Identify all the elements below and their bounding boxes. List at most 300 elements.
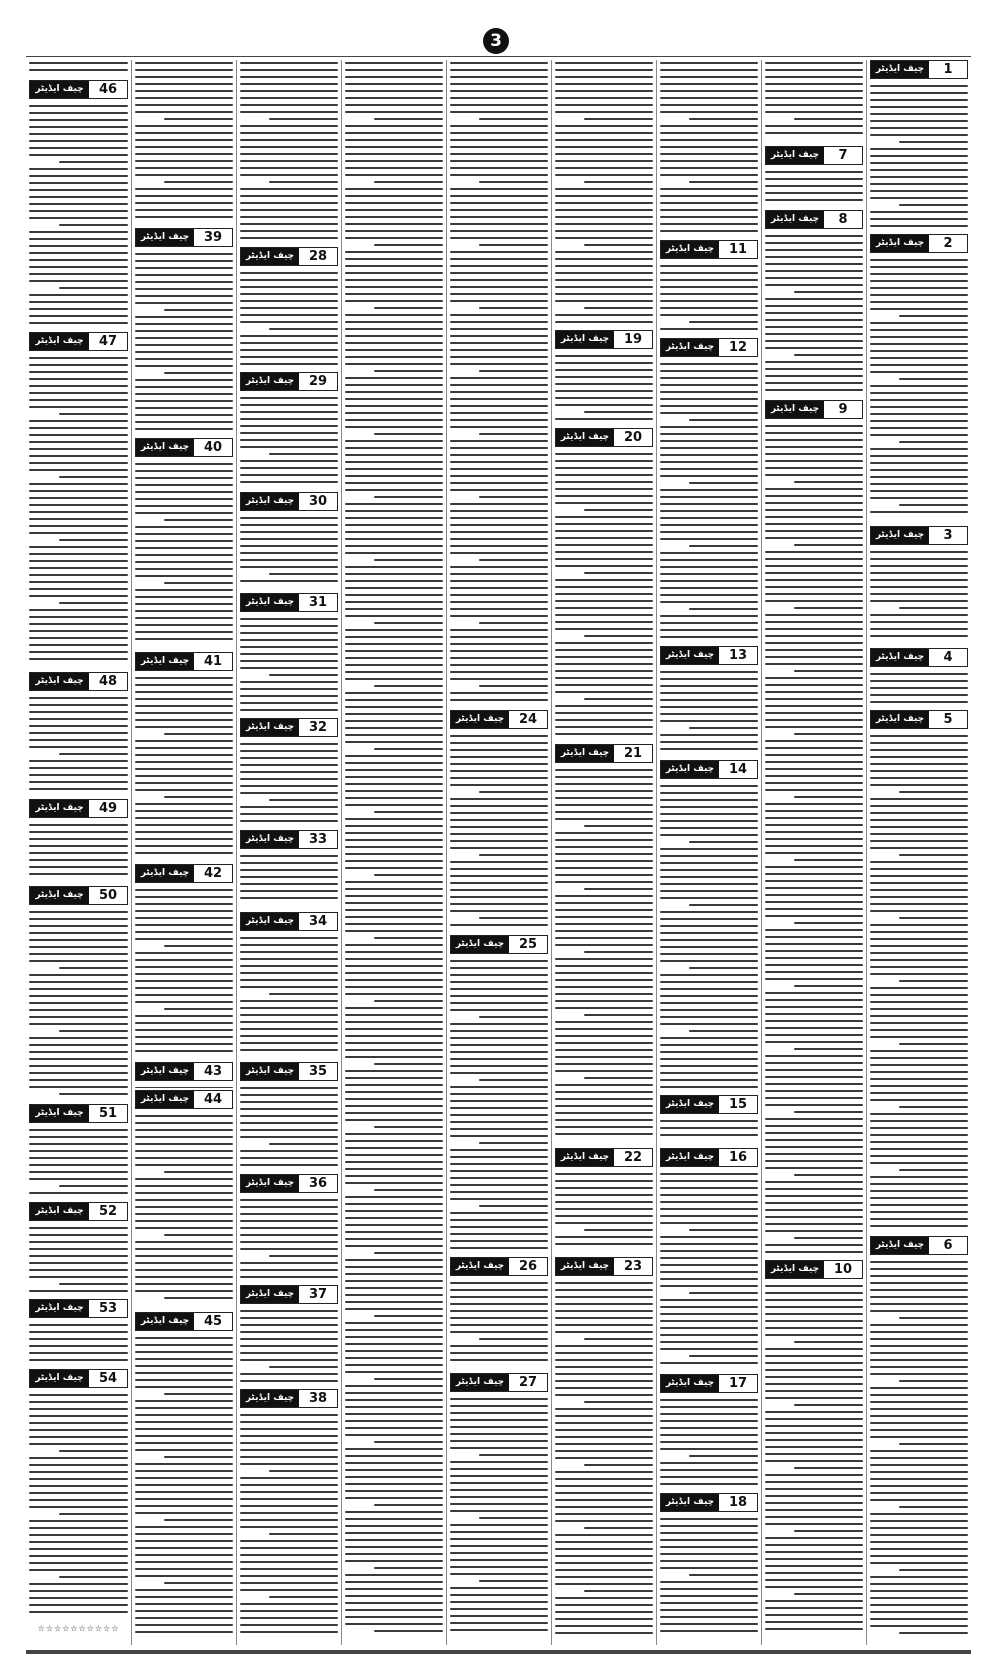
text-line — [660, 981, 758, 983]
text-line — [135, 1372, 233, 1374]
text-line — [135, 1157, 233, 1159]
text-line — [660, 1257, 758, 1259]
text-line — [345, 958, 443, 960]
text-line — [29, 322, 128, 324]
text-line — [870, 1078, 968, 1080]
text-line — [240, 890, 338, 892]
text-line — [240, 1014, 338, 1016]
text-line — [269, 993, 338, 995]
text-line — [765, 1572, 863, 1574]
text-line — [164, 733, 233, 735]
text-line — [240, 1498, 338, 1500]
text-line — [450, 356, 548, 358]
text-line — [660, 286, 758, 288]
text-line — [450, 1226, 548, 1228]
text-line — [135, 617, 233, 619]
text-line — [345, 153, 443, 155]
text-line — [29, 1234, 128, 1236]
text-line — [870, 1029, 968, 1031]
text-line — [794, 607, 863, 609]
text-line — [555, 797, 653, 799]
text-line — [345, 699, 443, 701]
text-line — [135, 76, 233, 78]
text-line — [660, 1044, 758, 1046]
text-line — [870, 301, 968, 303]
body-text-block — [29, 1394, 128, 1618]
notice-number: 17 — [719, 1375, 757, 1392]
body-text-block — [135, 463, 233, 650]
body-text-block — [29, 1227, 128, 1297]
text-line — [870, 1436, 968, 1438]
text-line — [450, 1503, 548, 1505]
text-line — [555, 790, 653, 792]
text-line — [29, 1262, 128, 1264]
text-line — [164, 1171, 233, 1173]
text-line — [450, 735, 548, 737]
text-line — [555, 453, 653, 455]
text-line — [240, 1512, 338, 1514]
text-line — [765, 185, 863, 187]
text-line — [555, 1415, 653, 1417]
text-line — [555, 272, 653, 274]
text-line — [660, 615, 758, 617]
text-line — [765, 199, 863, 201]
text-line — [870, 357, 968, 359]
text-line — [240, 1042, 338, 1044]
text-line — [135, 1505, 233, 1507]
text-line — [345, 510, 443, 512]
text-line — [450, 960, 548, 962]
text-line — [374, 748, 443, 750]
notice-label: چیف ایڈیٹر — [556, 1258, 614, 1275]
text-line — [870, 1176, 968, 1178]
text-line — [240, 1007, 338, 1009]
text-line — [135, 1043, 233, 1045]
text-line — [555, 1091, 653, 1093]
text-line — [689, 841, 758, 843]
text-line — [29, 203, 128, 205]
text-line — [660, 876, 758, 878]
text-line — [870, 113, 968, 115]
text-line — [135, 917, 233, 919]
text-line — [765, 467, 863, 469]
notice-header — [660, 760, 758, 779]
text-line — [29, 953, 128, 955]
text-line — [59, 224, 128, 226]
text-line — [765, 1516, 863, 1518]
text-line — [345, 195, 443, 197]
text-line — [345, 713, 443, 715]
text-line — [450, 258, 548, 260]
text-line — [240, 209, 338, 211]
text-line — [765, 1481, 863, 1483]
body-text-block — [29, 357, 128, 670]
text-line — [135, 789, 233, 791]
text-line — [29, 69, 128, 71]
text-line — [450, 1324, 548, 1326]
text-line — [660, 104, 758, 106]
text-line — [450, 1496, 548, 1498]
text-line — [870, 197, 968, 199]
text-line — [794, 670, 863, 672]
text-line — [765, 1621, 863, 1623]
text-line — [345, 657, 443, 659]
text-line — [689, 1574, 758, 1576]
text-line — [660, 1427, 758, 1429]
text-line — [135, 1414, 233, 1416]
text-line — [29, 315, 128, 317]
text-line — [660, 1306, 758, 1308]
text-line — [135, 677, 233, 679]
text-line — [870, 1268, 968, 1270]
text-line — [29, 1359, 128, 1361]
text-line — [345, 223, 443, 225]
text-line — [660, 1208, 758, 1210]
text-line — [555, 1373, 653, 1375]
text-line — [870, 483, 968, 485]
text-line — [345, 328, 443, 330]
text-line — [870, 1303, 968, 1305]
text-line — [584, 572, 653, 574]
text-line — [450, 615, 548, 617]
text-line — [765, 1062, 863, 1064]
text-line — [555, 726, 653, 728]
text-line — [135, 540, 233, 542]
text-line — [345, 216, 443, 218]
text-line — [345, 580, 443, 582]
text-line — [29, 630, 128, 632]
text-line — [765, 719, 863, 721]
text-line — [135, 1512, 233, 1514]
page-number-badge: 3 — [483, 28, 509, 54]
text-line — [555, 1387, 653, 1389]
text-line — [135, 1185, 233, 1187]
text-line — [345, 265, 443, 267]
text-line — [29, 1324, 128, 1326]
text-line — [765, 1453, 863, 1455]
text-line — [345, 881, 443, 883]
text-line — [765, 375, 863, 377]
text-line — [555, 111, 653, 113]
text-line — [479, 1205, 548, 1207]
text-line — [29, 1611, 128, 1613]
notice-number: 51 — [89, 1105, 127, 1122]
text-line — [660, 1406, 758, 1408]
text-line — [29, 1457, 128, 1459]
text-line — [765, 642, 863, 644]
text-line — [479, 370, 548, 372]
text-line — [555, 846, 653, 848]
notice-label: چیف ایڈیٹر — [241, 248, 299, 265]
text-line — [345, 1448, 443, 1450]
text-line — [450, 1219, 548, 1221]
text-line — [345, 1525, 443, 1527]
text-line — [870, 476, 968, 478]
text-line — [29, 105, 128, 107]
text-line — [870, 1204, 968, 1206]
text-line — [555, 1562, 653, 1564]
text-line — [135, 910, 233, 912]
text-line — [345, 818, 443, 820]
text-line — [240, 625, 338, 627]
text-line — [240, 566, 338, 568]
text-line — [765, 312, 863, 314]
text-line — [450, 69, 548, 71]
text-line — [240, 778, 338, 780]
text-line — [660, 1250, 758, 1252]
text-line — [765, 446, 863, 448]
text-line — [450, 104, 548, 106]
text-line — [765, 901, 863, 903]
text-line — [240, 62, 338, 64]
notice-label: چیف ایڈیٹر — [241, 1175, 299, 1192]
text-line — [765, 83, 863, 85]
text-line — [450, 419, 548, 421]
text-line — [240, 695, 338, 697]
text-line — [555, 1289, 653, 1291]
text-line — [555, 972, 653, 974]
text-line — [765, 1132, 863, 1134]
text-line — [899, 1169, 968, 1171]
notice-label: چیف ایڈیٹر — [556, 745, 614, 762]
text-line — [450, 1135, 548, 1137]
text-line — [765, 1411, 863, 1413]
text-line — [555, 1063, 653, 1065]
text-line — [450, 1531, 548, 1533]
text-line — [555, 1119, 653, 1121]
text-line — [584, 118, 653, 120]
text-line — [240, 1631, 338, 1633]
text-line — [240, 125, 338, 127]
text-line — [345, 734, 443, 736]
text-line — [555, 944, 653, 946]
text-line — [450, 1468, 548, 1470]
notice-header — [240, 718, 338, 737]
notice-label: چیف ایڈیٹر — [241, 493, 299, 510]
notice-header — [555, 330, 653, 349]
text-line — [135, 202, 233, 204]
text-line — [345, 104, 443, 106]
text-line — [450, 805, 548, 807]
text-line — [660, 1264, 758, 1266]
text-line — [240, 111, 338, 113]
text-line — [450, 1121, 548, 1123]
text-line — [269, 1596, 338, 1598]
text-line — [345, 1434, 443, 1436]
text-line — [450, 671, 548, 673]
text-line — [345, 1595, 443, 1597]
body-text-block — [135, 889, 233, 1060]
text-line — [29, 925, 128, 927]
text-line — [135, 90, 233, 92]
notice-header — [555, 1257, 653, 1276]
notice-header — [135, 228, 233, 247]
text-line — [660, 559, 758, 561]
text-line — [689, 1355, 758, 1357]
text-line — [135, 470, 233, 472]
body-text-block — [765, 235, 863, 398]
text-line — [765, 551, 863, 553]
text-line — [555, 909, 653, 911]
text-line — [374, 244, 443, 246]
text-line — [29, 852, 128, 854]
notice-label: چیف ایڈیٹر — [241, 1286, 299, 1303]
text-line — [345, 776, 443, 778]
text-line — [135, 994, 233, 996]
text-line — [765, 999, 863, 1001]
text-line — [660, 1327, 758, 1329]
text-line — [29, 483, 128, 485]
text-line — [374, 937, 443, 939]
text-line — [870, 211, 968, 213]
text-line — [345, 405, 443, 407]
text-line — [345, 1588, 443, 1590]
text-line — [135, 1227, 233, 1229]
text-line — [765, 1146, 863, 1148]
text-line — [345, 1322, 443, 1324]
text-line — [240, 806, 338, 808]
text-line — [59, 1283, 128, 1285]
text-line — [29, 273, 128, 275]
text-line — [450, 153, 548, 155]
body-text-block — [29, 1324, 128, 1367]
text-line — [374, 181, 443, 183]
text-line — [765, 943, 863, 945]
text-line — [240, 855, 338, 857]
text-line — [660, 139, 758, 141]
body-text-block — [240, 855, 338, 910]
text-line — [240, 869, 338, 871]
text-line — [240, 202, 338, 204]
text-line — [29, 294, 128, 296]
notice-label: چیف ایڈیٹر — [241, 913, 299, 930]
text-line — [240, 321, 338, 323]
text-line — [240, 1213, 338, 1215]
text-line — [899, 791, 968, 793]
text-line — [870, 511, 968, 513]
text-line — [29, 1171, 128, 1173]
text-line — [240, 538, 338, 540]
text-line — [135, 1122, 233, 1124]
body-text-block — [660, 785, 758, 1093]
text-line — [450, 1233, 548, 1235]
text-line — [870, 784, 968, 786]
text-line — [870, 1345, 968, 1347]
text-line — [240, 531, 338, 533]
text-line — [450, 1072, 548, 1074]
text-line — [345, 342, 443, 344]
text-line — [555, 1021, 653, 1023]
text-line — [345, 1168, 443, 1170]
text-line — [765, 754, 863, 756]
notice-number: 7 — [824, 147, 862, 164]
notice-number: 20 — [614, 429, 652, 446]
text-line — [870, 134, 968, 136]
text-line — [269, 799, 338, 801]
text-line — [765, 495, 863, 497]
text-line — [870, 183, 968, 185]
text-line — [660, 806, 758, 808]
text-line — [660, 1567, 758, 1569]
text-line — [345, 1042, 443, 1044]
text-line — [345, 615, 443, 617]
text-line — [765, 824, 863, 826]
text-line — [450, 1198, 548, 1200]
text-line — [345, 146, 443, 148]
text-line — [345, 1105, 443, 1107]
text-line — [29, 1429, 128, 1431]
text-line — [345, 895, 443, 897]
text-line — [374, 811, 443, 813]
text-line — [29, 238, 128, 240]
text-line — [660, 785, 758, 787]
text-line — [450, 580, 548, 582]
text-line — [765, 69, 863, 71]
text-line — [794, 1404, 863, 1406]
text-line — [870, 308, 968, 310]
text-line — [870, 1148, 968, 1150]
text-line — [240, 1582, 338, 1584]
text-line — [135, 302, 233, 304]
text-line — [135, 274, 233, 276]
text-line — [450, 1107, 548, 1109]
text-line — [555, 839, 653, 841]
text-line — [450, 643, 548, 645]
text-line — [450, 1510, 548, 1512]
text-line — [164, 309, 233, 311]
body-text-block — [240, 272, 338, 370]
notice-number: 8 — [824, 211, 862, 228]
text-line — [794, 544, 863, 546]
text-line — [660, 1120, 758, 1122]
text-line — [870, 1225, 968, 1227]
text-line — [240, 785, 338, 787]
text-line — [765, 1139, 863, 1141]
text-line — [584, 1464, 653, 1466]
text-line — [240, 1157, 338, 1159]
text-line — [135, 845, 233, 847]
text-line — [345, 1231, 443, 1233]
notice-header — [29, 80, 128, 99]
text-line — [164, 181, 233, 183]
text-line — [29, 371, 128, 373]
text-line — [660, 132, 758, 134]
text-line — [240, 1206, 338, 1208]
text-line — [765, 1216, 863, 1218]
text-line — [870, 1611, 968, 1613]
text-line — [450, 1247, 548, 1249]
text-line — [135, 1290, 233, 1292]
text-line — [660, 62, 758, 64]
notice-number: 39 — [194, 229, 232, 246]
text-line — [555, 362, 653, 364]
text-line — [135, 966, 233, 968]
text-line — [240, 1338, 338, 1340]
notice-label: چیف ایڈیٹر — [241, 1390, 299, 1407]
text-line — [240, 709, 338, 711]
text-line — [765, 111, 863, 113]
text-line — [689, 321, 758, 323]
text-line — [660, 384, 758, 386]
text-line — [765, 1537, 863, 1539]
body-text-block — [135, 62, 233, 226]
text-line — [765, 1013, 863, 1015]
text-line — [240, 632, 338, 634]
text-line — [555, 1450, 653, 1452]
text-line — [345, 1483, 443, 1485]
text-line — [765, 516, 863, 518]
notice-number: 2 — [929, 235, 967, 252]
